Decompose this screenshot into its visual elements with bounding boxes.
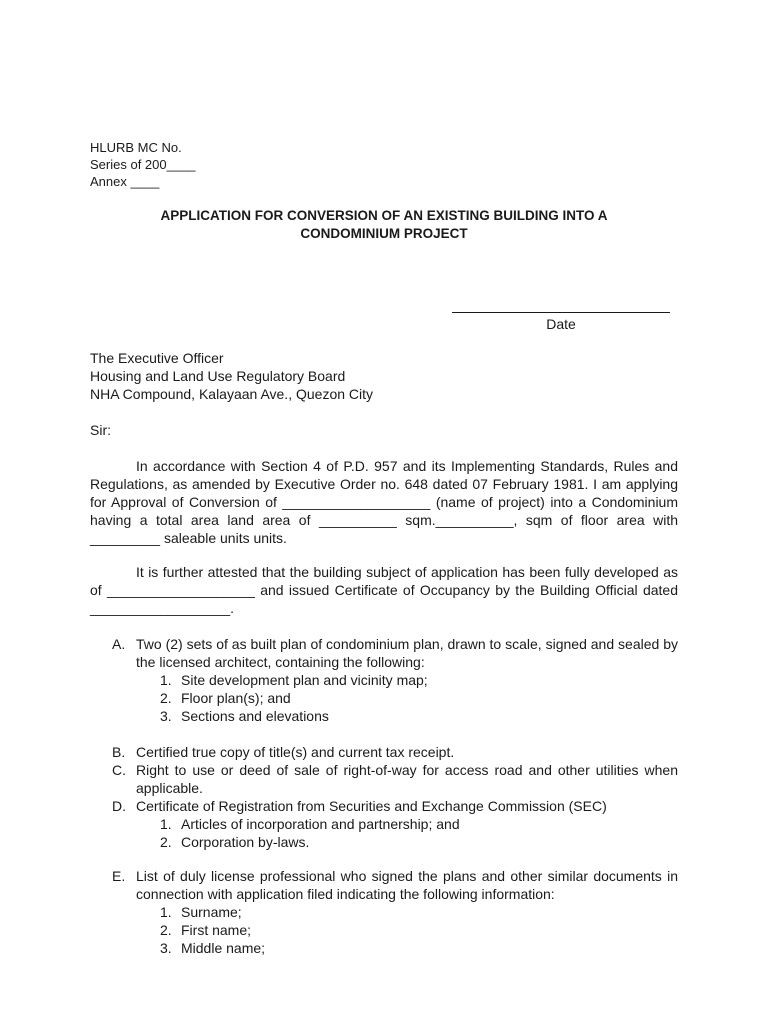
list-item [90,761,678,797]
list-item [90,635,678,671]
sub-list-item-text: Floor plan(s); and [181,690,291,706]
date-block [452,296,670,333]
developed-date-blank: ___________________ [106,582,255,598]
sub-list-marker: 2. [160,834,172,850]
requirements-b-to-d [90,743,678,851]
sub-list-item [136,833,678,851]
addressee-line-1: The Executive Officer [90,350,224,366]
series-year: Series of 200____ [90,157,196,172]
list-item-text: Certificate of Registration from Securities and Exchange Commission (SEC) [136,798,607,814]
sub-list-marker: 2. [160,690,172,706]
land-area-blank: __________ [318,512,397,528]
list-item-text: Certified true copy of title(s) and current tax receipt. [136,744,455,760]
sub-list-item [136,921,678,939]
list-marker: A. [112,636,126,652]
sub-list-marker: 2. [160,922,172,938]
sub-list-marker: 3. [160,940,172,956]
sub-list-marker: 3. [160,708,172,724]
form-header [90,139,196,190]
list-marker: D. [112,798,126,814]
annex-number: Annex ____ [90,174,160,189]
sub-list-item-text: Sections and elevations [181,708,329,724]
paragraph-attestation: It is further attested that the building subject of application has been fully developed as of ___________________ and issued Certificate of Occupancy by the Building Official dated __________________. [90,564,678,616]
addressee-block [90,349,373,403]
requirement-e [90,867,678,957]
sub-list-item [136,903,678,921]
title-line-1: APPLICATION FOR CONVERSION OF AN EXISTING BUILDING INTO A [160,208,608,223]
list-item-text: List of duly license professional who signed the plans and other similar documents in connection with application filed indicating the following information: [136,868,678,902]
date-blank-line [452,296,670,313]
addressee-line-3: NHA Compound, Kalayaan Ave., Quezon City [90,386,374,402]
sub-list-item [136,689,678,707]
occupancy-date-blank: __________________ [90,600,231,616]
list-item [90,797,678,815]
salutation: Sir: [90,422,111,438]
list-marker: C. [112,762,126,778]
list-marker: E. [112,868,126,884]
document-title [90,207,678,243]
sub-list-item-text: Corporation by-laws. [181,834,310,850]
list-marker: B. [112,744,126,760]
sub-list-item [136,707,678,725]
sub-list-item [136,815,678,833]
requirement-a [90,635,678,725]
project-name-blank: ___________________ [282,494,431,510]
sub-list-item-text: Surname; [181,904,242,920]
sqm-blank: __________ [435,512,514,528]
sub-list-item [136,939,678,957]
sub-list-marker: 1. [160,904,172,920]
sub-list-marker: 1. [160,672,172,688]
list-item [90,867,678,903]
sub-list-item [136,671,678,689]
units-blank: _________ [90,530,161,546]
sub-list-marker: 1. [160,816,172,832]
date-label: Date [546,316,576,332]
sub-list-item-text: Articles of incorporation and partnership; and [181,816,460,832]
sub-list-item-text: Site development plan and vicinity map; [181,672,428,688]
sub-list-item-text: Middle name; [181,940,266,956]
addressee-line-2: Housing and Land Use Regulatory Board [90,368,346,384]
sub-list-item-text: First name; [181,922,252,938]
title-line-2: CONDOMINIUM PROJECT [300,226,468,241]
list-item [90,743,678,761]
mc-number: HLURB MC No. [90,140,182,155]
paragraph-application: In accordance with Section 4 of P.D. 957 and its Implementing Standards, Rules and Regulations, as amended by Executive Order no. 648 dated 07 February 1981. I am applying for Approval of Conversion of ___________________ (name of project) into a Condominium having a total area land area of __________ sqm.__________, sqm of floor area with _________ saleable units units. [90,458,679,546]
list-item-text: Right to use or deed of sale of right-of-way for access road and other utilities when applicable. [136,762,678,796]
list-item-text: Two (2) sets of as built plan of condominium plan, drawn to scale, signed and sealed by the licensed architect, containing the following: [136,636,678,670]
